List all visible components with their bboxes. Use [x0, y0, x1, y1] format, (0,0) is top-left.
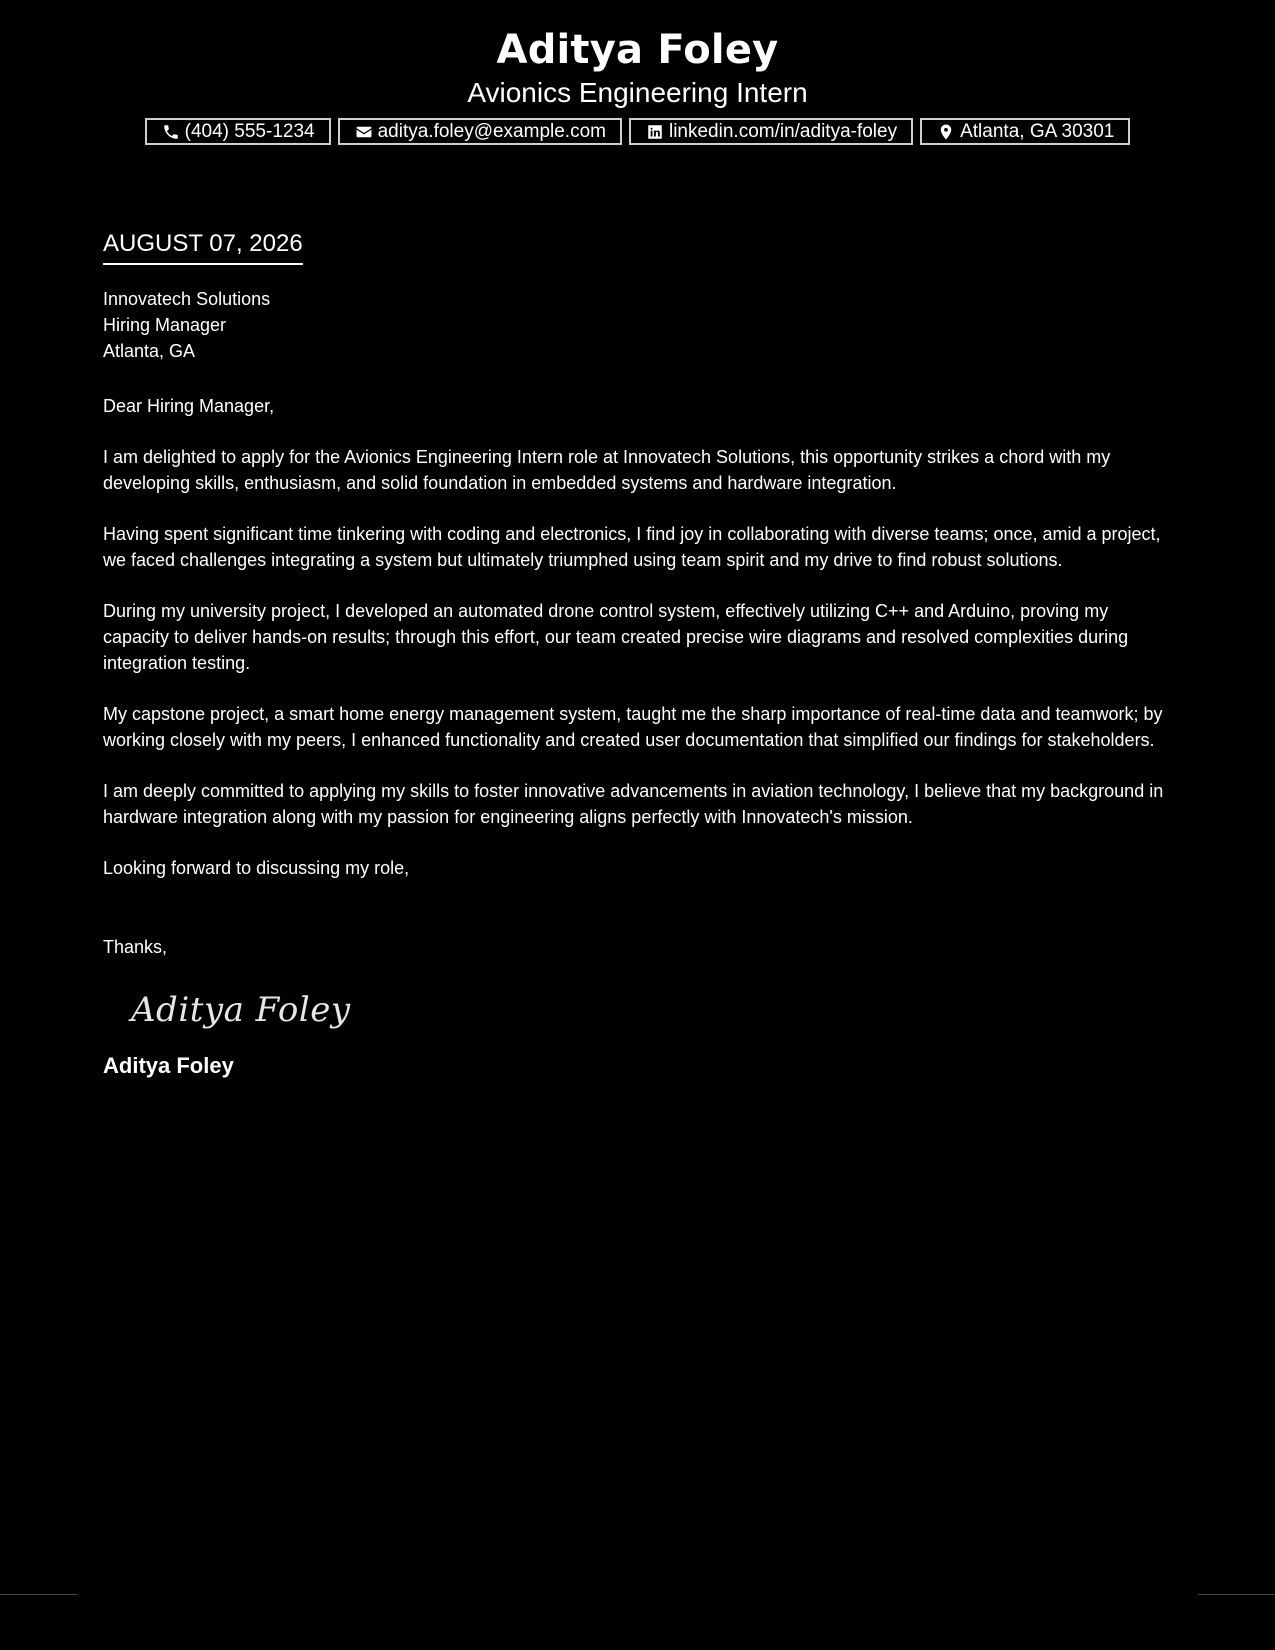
contact-linkedin-label: linkedin.com/in/aditya-foley	[668, 120, 898, 142]
map-marker-icon	[936, 122, 956, 142]
salutation: Dear Hiring Manager,	[103, 396, 275, 416]
letter-header	[0, 0, 1275, 145]
contact-location-label: Atlanta, GA 30301	[960, 120, 1115, 142]
contact-linkedin[interactable]	[629, 118, 913, 145]
signer-name: Aditya Foley	[103, 1053, 234, 1078]
recipient-company: Innovatech Solutions	[103, 289, 271, 309]
signoff: Thanks,	[103, 937, 168, 957]
contact-phone[interactable]	[145, 118, 331, 145]
contact-phone-label: (404) 555-1234	[184, 120, 315, 142]
body-paragraph: My capstone project, a smart home energy management system, taught me the sharp importance of real-time data and teamwork; by working closely with my peers, I enhanced functionality and created user documentation that simplified our findings for stakeholders.	[103, 704, 1163, 750]
contact-email[interactable]	[338, 118, 622, 145]
recipient-role: Hiring Manager	[103, 315, 227, 335]
recipient-location: Atlanta, GA	[103, 341, 196, 361]
contact-bar	[0, 118, 1275, 145]
letter-date: AUGUST 07, 2026	[103, 229, 303, 265]
contact-email-label: aditya.foley@example.com	[377, 120, 606, 142]
job-title: Avionics Engineering Intern	[467, 77, 808, 108]
footer-divider-right	[1198, 1594, 1275, 1595]
closing-line: Looking forward to discussing my role,	[103, 858, 410, 878]
handwritten-signature: Aditya Foley	[131, 990, 351, 1030]
letter-body	[103, 229, 1178, 1080]
contact-location[interactable]	[920, 118, 1130, 145]
body-paragraph: I am delighted to apply for the Avionics Engineering Intern role at Innovatech Solutions, this opportunity strikes a chord with my developing skills, enthusiasm, and solid foundation in embedded systems and hardware integration.	[103, 447, 1111, 493]
envelope-icon	[354, 122, 374, 142]
body-paragraph: I am deeply committed to applying my skills to foster innovative advancements in aviation technology, I believe that my background in hardware integration along with my passion for engineering aligns perfectly with Innovatech's mission.	[103, 781, 1164, 827]
recipient-block	[103, 286, 1178, 364]
body-paragraph: During my university project, I developed an automated drone control system, effectively utilizing C++ and Arduino, proving my capacity to deliver hands-on results; through this effort, our team created precise wire diagrams and resolved complexities during integration testing.	[103, 601, 1129, 673]
body-paragraph: Having spent significant time tinkering with coding and electronics, I find joy in collaborating with diverse teams; once, amid a project, we faced challenges integrating a system but ultimately triumphed using team spirit and my drive to find robust solutions.	[103, 524, 1161, 570]
phone-icon	[161, 122, 181, 142]
applicant-name: Aditya Foley	[496, 27, 779, 73]
linkedin-icon	[645, 122, 665, 142]
footer-divider-left	[0, 1594, 77, 1595]
